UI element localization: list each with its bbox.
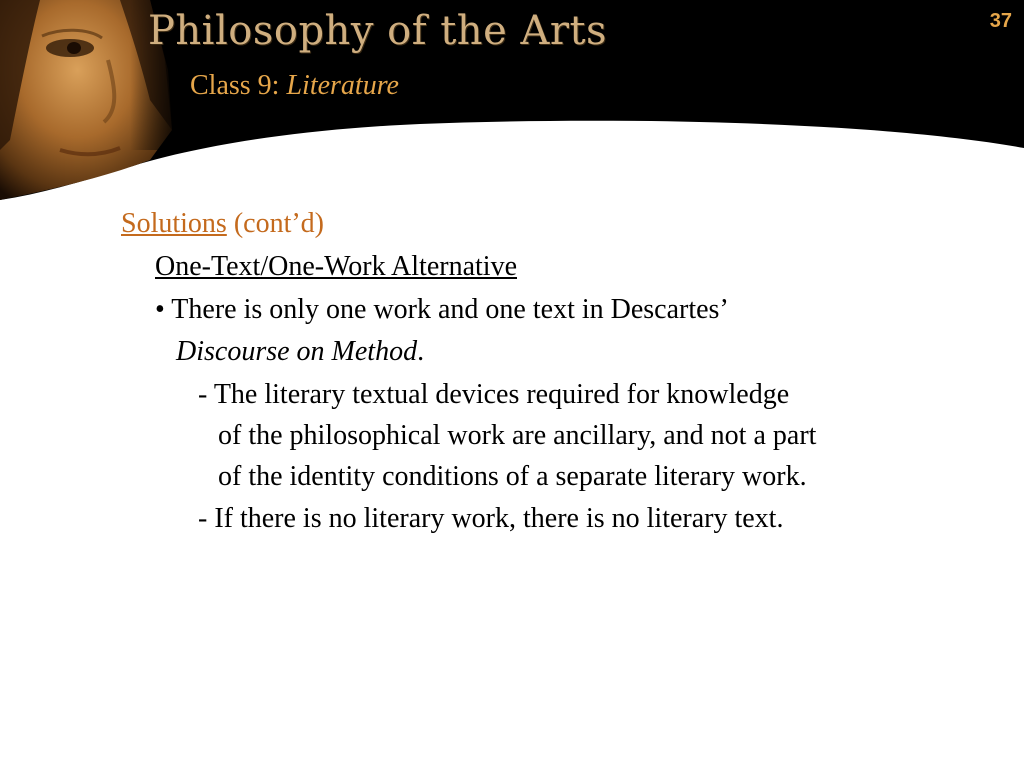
book-title: Discourse on Method bbox=[176, 336, 418, 367]
bullet-line-1: • There is only one work and one text in Descartes’ bbox=[155, 294, 729, 325]
class-label: Class 9: bbox=[190, 70, 287, 101]
sub-point-1-line-2: of the philosophical work are ancillary, and not a part bbox=[218, 420, 817, 451]
section-heading bbox=[121, 210, 324, 238]
class-subtitle bbox=[190, 70, 399, 102]
slide-number: 37 bbox=[989, 10, 1012, 32]
bullet-line-2-end: . bbox=[417, 336, 425, 367]
alternative-subheading: One-Text/One-Work Alternative bbox=[155, 251, 517, 282]
sub-point-2-line-1: - If there is no literary work, there is no literary text. bbox=[198, 503, 784, 534]
heading-continued: (cont’d) bbox=[226, 208, 324, 239]
sub-point-1-line-3: of the identity conditions of a separate literary work. bbox=[218, 461, 807, 492]
sub-point-1-line-1: - The literary textual devices required for knowledge bbox=[198, 379, 790, 410]
bullet-line-2 bbox=[176, 338, 424, 366]
solutions-link[interactable]: Solutions bbox=[121, 208, 227, 239]
course-title: Philosophy of the Arts bbox=[148, 8, 608, 54]
class-topic: Literature bbox=[286, 70, 399, 101]
